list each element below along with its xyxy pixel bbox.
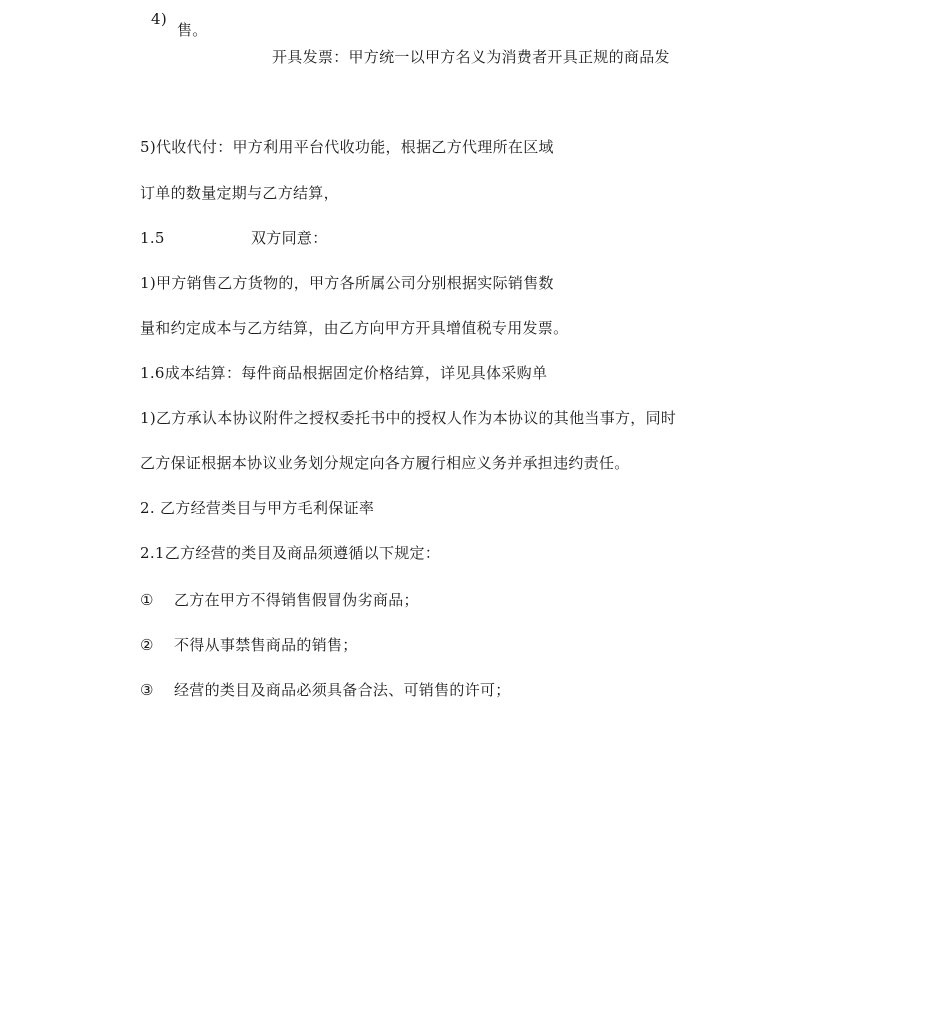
paragraph-collection-payment-cont: 订单的数量定期与乙方结算， <box>140 184 339 202</box>
rule-text-3: 经营的类目及商品必须具备合法、可销售的许可； <box>174 681 511 699</box>
section-heading-1-5: 双方同意： <box>251 229 328 247</box>
rule-marker-2: ② <box>140 636 154 654</box>
item-4-number: 4) <box>151 10 167 28</box>
rule-marker-1: ① <box>140 591 154 609</box>
paragraph-sales-settlement: 1)甲方销售乙方货物的，甲方各所属公司分别根据实际销售数 <box>140 274 554 292</box>
paragraph-authorization-cont: 乙方保证根据本协议业务划分规定向各方履行相应义务并承担违约责任。 <box>140 454 630 472</box>
paragraph-authorization: 1)乙方承认本协议附件之授权委托书中的授权人作为本协议的其他当事方，同时 <box>140 409 677 427</box>
item-4-tail: 售。 <box>177 21 208 39</box>
rule-text-2: 不得从事禁售商品的销售； <box>174 636 358 654</box>
section-heading-2: 2. 乙方经营类目与甲方毛利保证率 <box>140 499 375 517</box>
item-4-body: 开具发票：甲方统一以甲方名义为消费者开具正规的商品发 <box>272 48 670 66</box>
paragraph-collection-payment: 5)代收代付：甲方利用平台代收功能，根据乙方代理所在区域 <box>140 138 554 156</box>
paragraph-cost-settlement: 1.6成本结算：每件商品根据固定价格结算，详见具体采购单 <box>140 364 548 382</box>
section-heading-2-1: 2.1乙方经营的类目及商品须遵循以下规定： <box>140 544 441 562</box>
paragraph-sales-settlement-cont: 量和约定成本与乙方结算，由乙方向甲方开具增值税专用发票。 <box>140 319 569 337</box>
rule-text-1: 乙方在甲方不得销售假冒伪劣商品； <box>174 591 419 609</box>
rule-marker-3: ③ <box>140 681 154 699</box>
section-number-1-5: 1.5 <box>140 229 165 247</box>
